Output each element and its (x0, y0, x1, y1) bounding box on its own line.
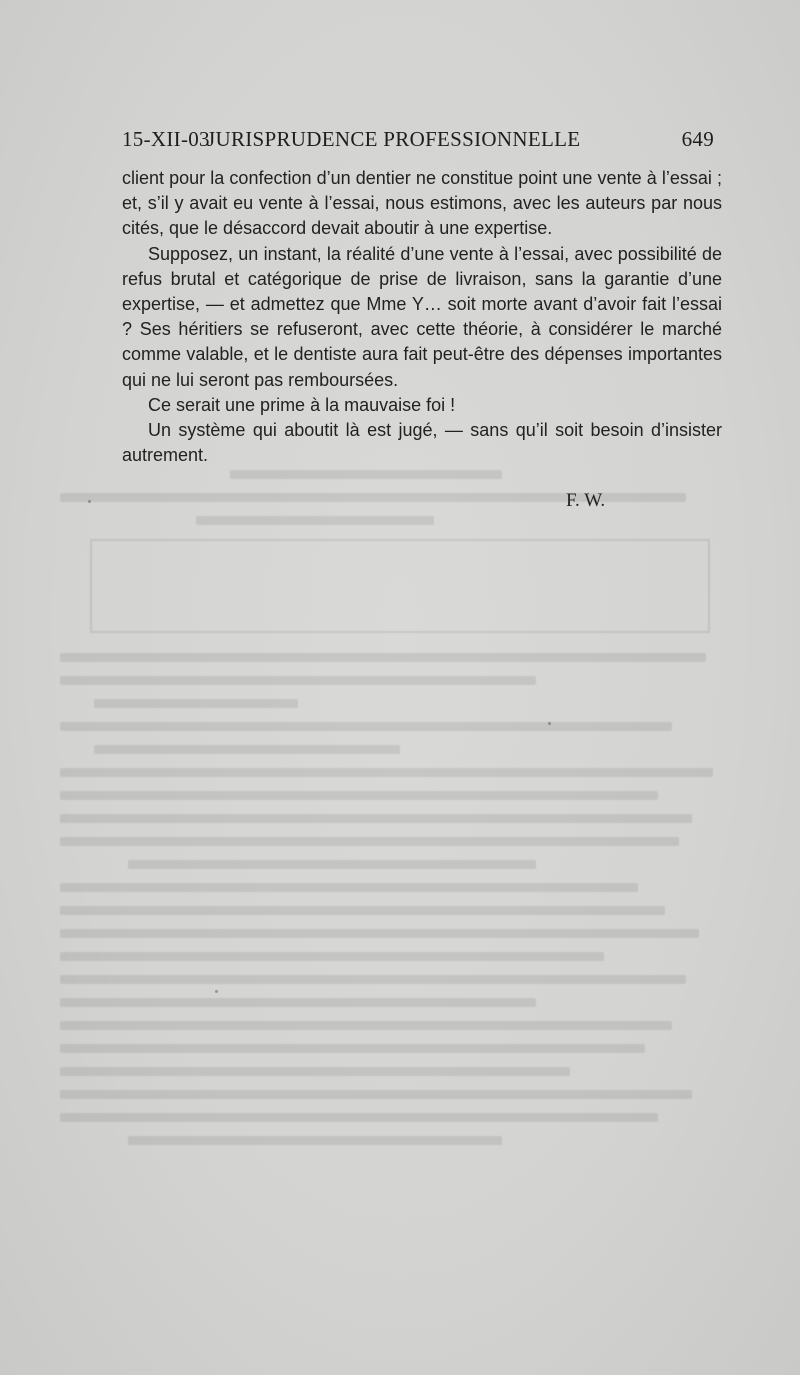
paragraph-3: Ce serait une prime à la mauvaise foi ! (148, 394, 456, 415)
paper-speck (215, 990, 218, 993)
running-header (122, 127, 714, 157)
paper-speck (548, 722, 551, 725)
author-signature: F. W. (566, 490, 606, 511)
paragraph-4: Un système qui aboutit là est jugé, — sans qu’il soit besoin d’insister autrement. (122, 420, 722, 466)
paragraph-2: Supposez, un instant, la réalité d’une vente à l’essai, avec possibilité de refus brutal et catégorique de prise de livraison, sans la garantie d’une expertise, — et admettez que Mme Y… soit morte avant d’avoir fait l’essai ? Ses héritiers se refuseront, avec cette théorie, à considérer le marché comme valable, et le dentiste aura fait peut-être des dépenses importantes qui ne lui seront pas remboursées. (122, 243, 722, 390)
section-title: JURISPRUDENCE PROFESSIONNELLE (207, 127, 581, 151)
page-number: 649 (681, 127, 714, 151)
issue-date: 15-XII-03 (122, 127, 210, 151)
paragraph-1: client pour la confection d’un dentier ne constitue point une vente à l’essai ; et, s’il y avait eu vente à l’essai, nous estimons, avec les auteurs par nous cités, que le désaccord devait aboutir à une expertise. (122, 168, 722, 239)
article-body (122, 166, 722, 468)
show-through-texture (60, 470, 740, 1270)
paper-speck (88, 500, 91, 503)
